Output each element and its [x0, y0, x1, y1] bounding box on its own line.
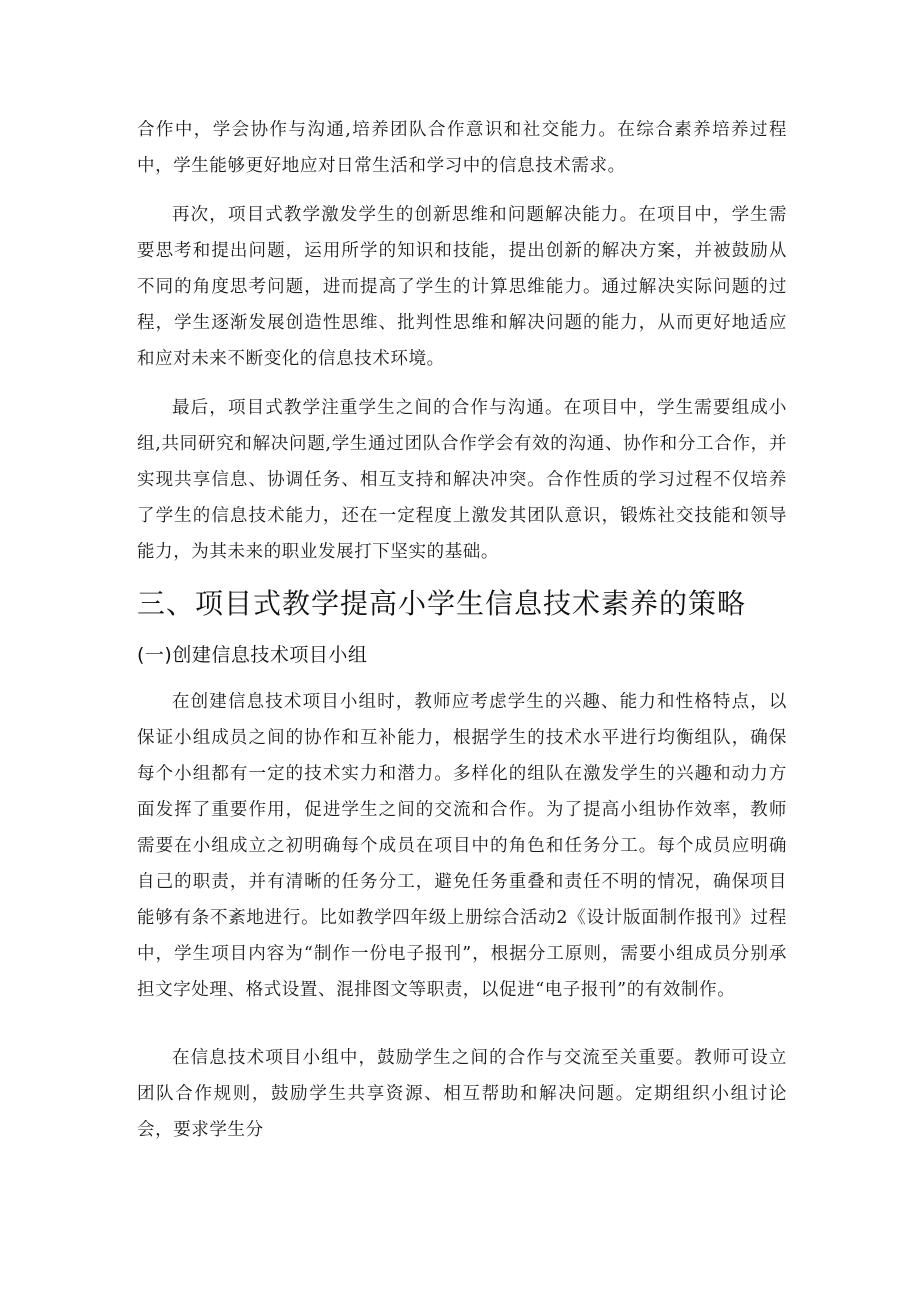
- paragraph-group-creation: 在创建信息技术项目小组时，教师应考虑学生的兴趣、能力和性格特点，以保证小组成员之间的协作和互补能力，根据学生的技术水平进行均衡组队，确保每个小组都有一定的技术实力和潜力。多样化的组队在激发学生的兴趣和动力方面发挥了重要作用，促进学生之间的交流和合作。为了提高小组协作效率，教师需要在小组成立之初明确每个成员在项目中的角色和任务分工。每个成员应明确自己的职责，并有清晰的任务分工，避免任务重叠和责任不明的情况，确保项目能够有条不紊地进行。比如教学四年级上册综合活动2《设计版面制作报刊》过程中，学生项目内容为“制作一份电子报刊”，根据分工原则，需要小组成员分别承担文字处理、格式设置、混排图文等职责，以促进“电子报刊”的有效制作。: [137, 692, 787, 1000]
- heading-spacer: [137, 626, 787, 638]
- paragraph-innovation: 再次，项目式教学激发学生的创新思维和问题解决能力。在项目中，学生需要思考和提出问题，运用所学的知识和技能，提出创新的解决方案，并被鼓励从不同的角度思考问题，进而提高了学生的计算思维能力。通过解决实际问题的过程，学生逐渐发展创造性思维、批判性思维和解决问题的能力，从而更好地适应和应对未来不断变化的信息技术环境。: [137, 205, 787, 369]
- paragraph-spacer: [137, 377, 787, 390]
- paragraph-spacer: [137, 184, 787, 197]
- section-heading: 三、项目式教学提高小学生信息技术素养的策略: [137, 587, 747, 620]
- paragraph-group-communication: 在信息技术项目小组中，鼓励学生之间的合作与交流至关重要。教师可设立团队合作规则，鼓励学生共享资源、相互帮助和解决问题。定期组织小组讨论会，要求学生分: [137, 1048, 787, 1140]
- document-body: [137, 112, 787, 1148]
- heading-spacer: [137, 672, 787, 684]
- paragraph-cooperation: 最后，项目式教学注重学生之间的合作与沟通。在项目中，学生需要组成小组,共同研究和解决问题,学生通过团队合作学会有效的沟通、协作和分工合作，并实现共享信息、协调任务、相互支持和解决冲突。合作性质的学习过程不仅培养了学生的信息技术能力，还在一定程度上激发其团队意识，锻炼社交技能和领导能力，为其未来的职业发展打下坚实的基础。: [137, 398, 787, 562]
- paragraph-spacer: [137, 1008, 787, 1040]
- subsection-heading: (一)创建信息技术项目小组: [137, 644, 368, 666]
- paragraph-continuation: 合作中，学会协作与沟通,培养团队合作意识和社交能力。在综合素养培养过程中，学生能够更好地应对日常生活和学习中的信息技术需求。: [137, 120, 787, 176]
- paragraph-spacer: [137, 570, 787, 582]
